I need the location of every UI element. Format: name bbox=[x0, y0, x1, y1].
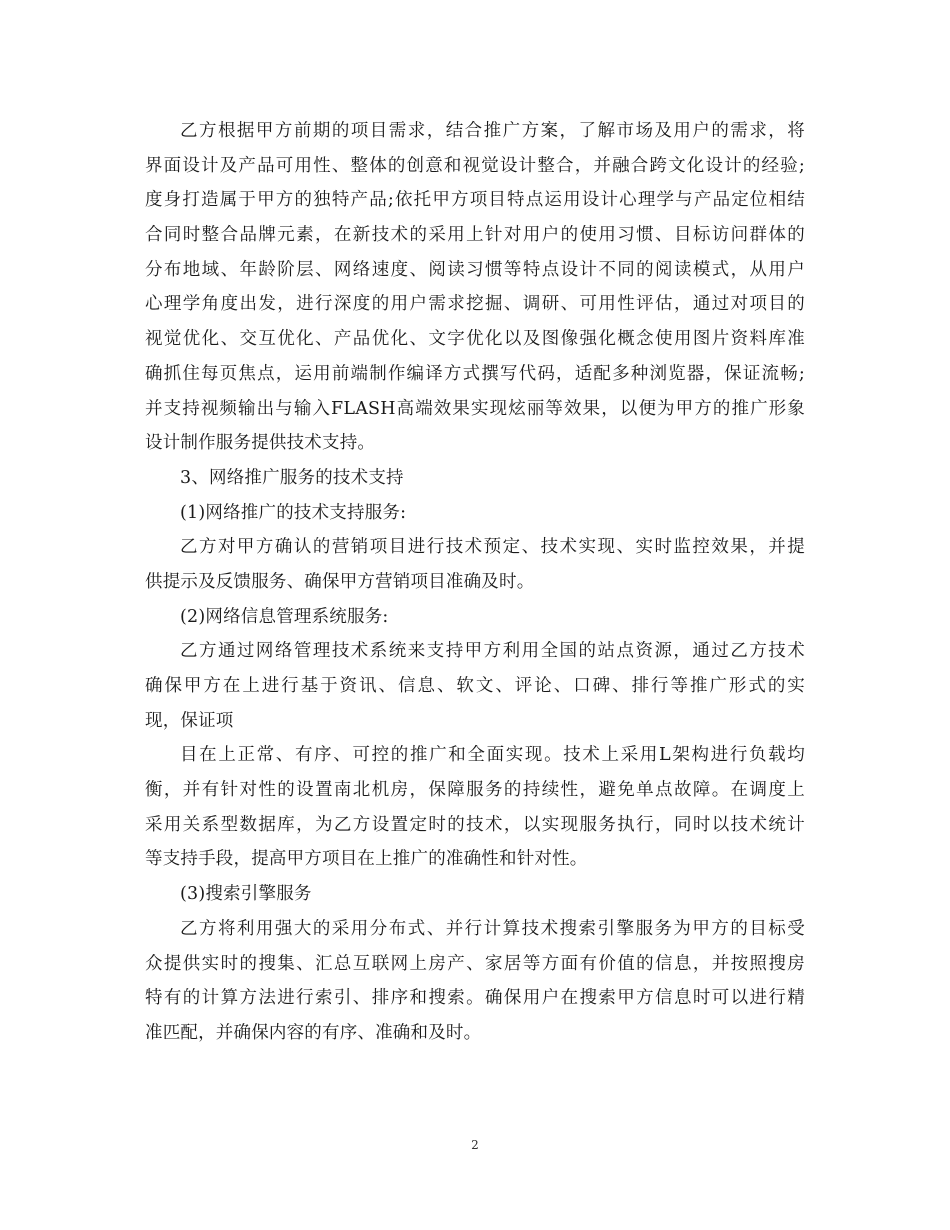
text-line: 确保甲方在上进行基于资讯、信息、软文、评论、口碑、排行等推广形式的实 bbox=[145, 676, 805, 696]
text-line: 度身打造属于甲方的独特产品;依托甲方项目特点运用设计心理学与产品定位相结 bbox=[145, 190, 805, 211]
text-line: 乙方对甲方确认的营销项目进行技术预定、技术实现、实时监控效果，并提 bbox=[180, 537, 805, 558]
text-line: 分布地域、年龄阶层、网络速度、阅读习惯等特点设计不同的阅读模式，从用户 bbox=[145, 259, 805, 280]
text-line: 目在上正常、有序、可控的推广和全面实现。技术上采用L架构进行负载均 bbox=[180, 745, 805, 766]
text-line: (2)网络信息管理系统服务: bbox=[180, 606, 389, 627]
text-line: (1)网络推广的技术支持服务: bbox=[180, 502, 407, 523]
text-line: 心理学角度出发，进行深度的用户需求挖掘、调研、可用性评估，通过对项目的 bbox=[145, 294, 805, 315]
text-line: 界面设计及产品可用性、整体的创意和视觉设计整合，并融合跨文化设计的经验; bbox=[145, 155, 805, 176]
text-line: 特有的计算方法进行索引、排序和搜索。确保用户在搜索甲方信息时可以进行精 bbox=[145, 988, 805, 1009]
text-line: 乙方将利用强大的采用分布式、并行计算技术搜索引擎服务为甲方的目标受 bbox=[180, 918, 805, 939]
text-line: 现，保证项 bbox=[145, 710, 234, 731]
text-line: 等支持手段，提高甲方项目在上推广的准确性和针对性。 bbox=[145, 849, 588, 870]
text-line: 设计制作服务提供技术支持。 bbox=[145, 433, 376, 454]
text-line: 并支持视频输出与输入FLASH高端效果实现炫丽等效果，以便为甲方的推广形象 bbox=[145, 398, 805, 419]
text-line: 乙方根据甲方前期的项目需求，结合推广方案，了解市场及用户的需求，将 bbox=[180, 121, 805, 141]
text-line: 采用关系型数据库，为乙方设置定时的技术，以实现服务执行，同时以技术统计 bbox=[145, 814, 805, 835]
text-line: (3)搜索引擎服务 bbox=[180, 884, 312, 905]
text-line: 乙方通过网络管理技术系统来支持甲方利用全国的站点资源，通过乙方技术 bbox=[180, 641, 805, 662]
text-line: 确抓住每页焦点，运用前端制作编译方式撰写代码，适配多种浏览器，保证流畅; bbox=[145, 363, 805, 384]
text-line: 准匹配，并确保内容的有序、准确和及时。 bbox=[145, 1022, 482, 1043]
text-line: 3、网络推广服务的技术支持 bbox=[180, 467, 404, 488]
text-line: 合同时整合品牌元素，在新技术的采用上针对用户的使用习惯、目标访问群体的 bbox=[145, 225, 805, 246]
document-body bbox=[145, 114, 805, 1051]
text-line: 供提示及反馈服务、确保甲方营销项目准确及时。 bbox=[145, 571, 535, 592]
text-line: 衡，并有针对性的设置南北机房，保障服务的持续性，避免单点故障。在调度上 bbox=[145, 780, 805, 801]
page-number: 2 bbox=[471, 1138, 479, 1152]
text-line: 视觉优化、交互优化、产品优化、文字优化以及图像强化概念使用图片资料库准 bbox=[145, 329, 805, 350]
text-line: 众提供实时的搜集、汇总互联网上房产、家居等方面有价值的信息，并按照搜房 bbox=[145, 953, 805, 974]
